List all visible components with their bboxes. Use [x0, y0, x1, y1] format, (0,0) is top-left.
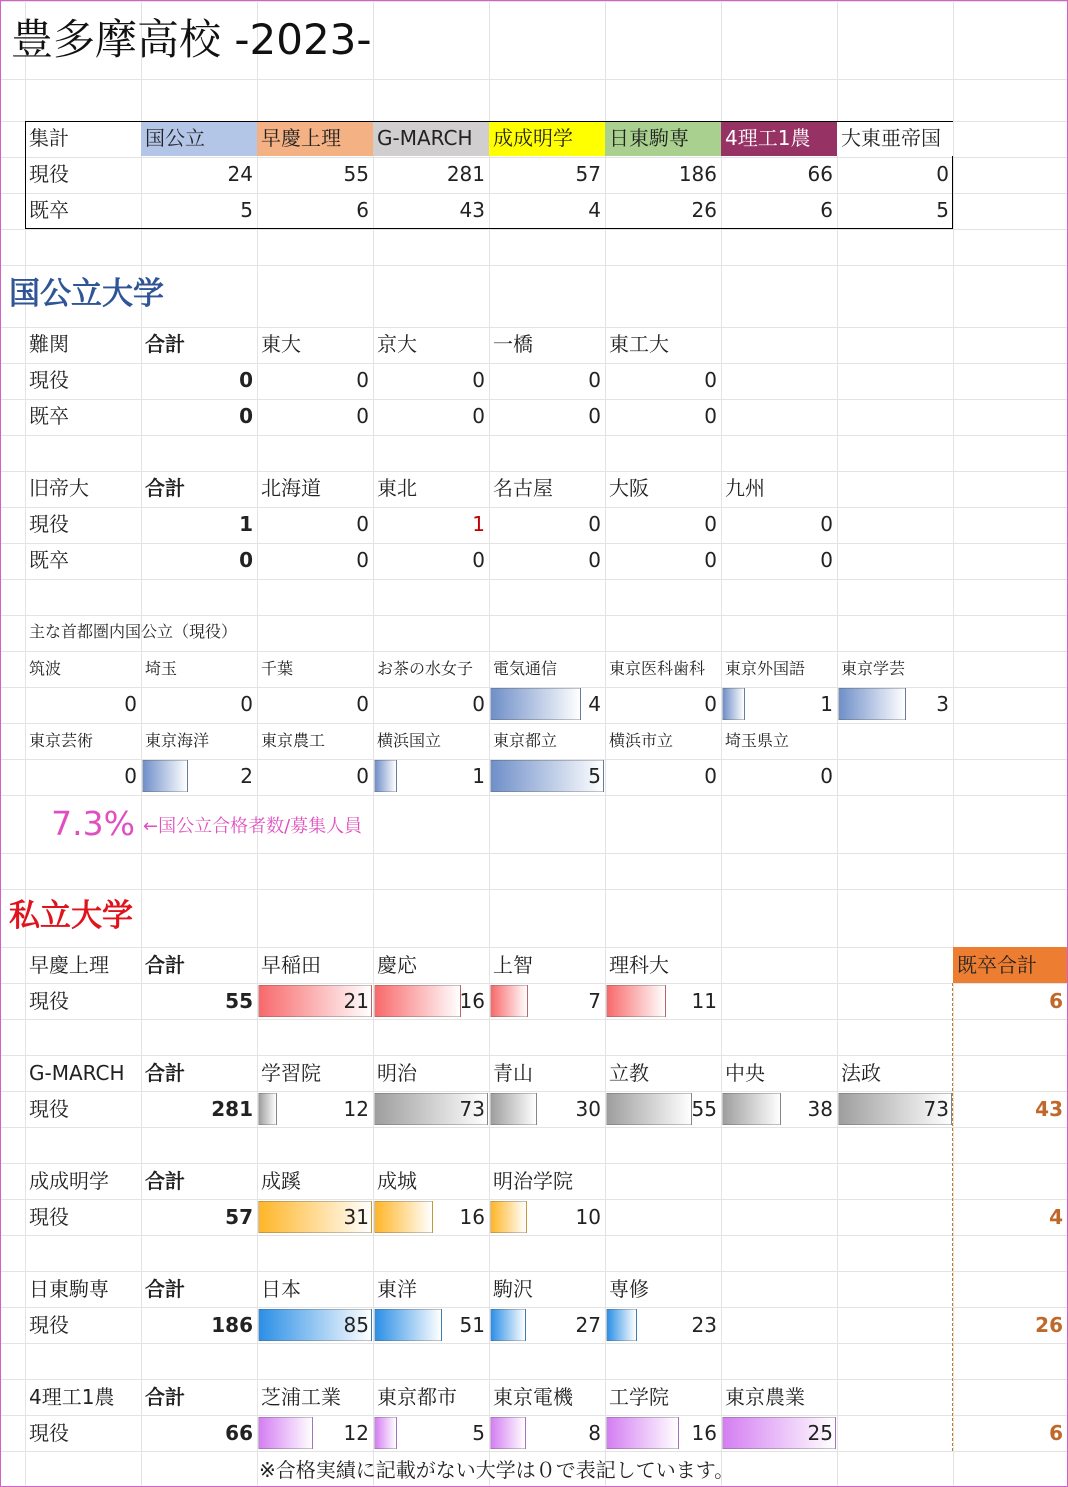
imperial-row-label: 既卒 — [29, 548, 69, 572]
metro-university: 東京医科歯科 — [609, 659, 706, 678]
summary-cell: 26 — [691, 198, 717, 222]
difficult-university: 京大 — [377, 332, 417, 356]
private-value: 55 — [691, 1097, 717, 1121]
private-value: 12 — [343, 1097, 369, 1121]
difficult-total-label: 合計 — [145, 332, 185, 356]
difficult-label: 難関 — [29, 332, 69, 356]
private-total-label: 合計 — [145, 1061, 185, 1085]
difficult-university: 東工大 — [609, 332, 669, 356]
summary-cell: 0 — [936, 162, 949, 186]
summary-cell: 5 — [240, 198, 253, 222]
metro-value: 0 — [240, 692, 253, 716]
metro-value: 0 — [356, 764, 369, 788]
imperial-university: 大阪 — [609, 476, 649, 500]
private-row-label: 現役 — [29, 1313, 69, 1337]
metro-value: 0 — [472, 692, 485, 716]
summary-cell: 4 — [588, 198, 601, 222]
imperial-cell: 1 — [472, 512, 485, 536]
private-value: 16 — [691, 1421, 717, 1445]
imperial-row-total: 1 — [239, 512, 253, 536]
private-university: 上智 — [493, 953, 533, 977]
private-value: 12 — [343, 1421, 369, 1445]
metro-university: 横浜市立 — [609, 731, 674, 750]
private-university: 中央 — [725, 1061, 765, 1085]
private-group-label: 成成明学 — [29, 1169, 109, 1193]
national-ratio-value: 7.3% — [51, 804, 135, 843]
footnote: ※合格実績に記載がない大学は０で表記しています。 — [259, 1458, 735, 1482]
private-university: 立教 — [609, 1061, 649, 1085]
difficult-university: 一橋 — [493, 332, 533, 356]
private-value: 30 — [575, 1097, 601, 1121]
metro-university: 埼玉県立 — [725, 731, 790, 750]
private-university: 東京電機 — [493, 1385, 573, 1409]
private-total-label: 合計 — [145, 1277, 185, 1301]
private-value: 21 — [343, 989, 369, 1013]
private-row-label: 現役 — [29, 1205, 69, 1229]
metro-value: 3 — [936, 692, 949, 716]
private-university: 日本 — [261, 1277, 301, 1301]
private-total-label: 合計 — [145, 953, 185, 977]
private-value: 10 — [575, 1205, 601, 1229]
summary-cell: 43 — [459, 198, 485, 222]
private-value: 31 — [343, 1205, 369, 1229]
private-row-total: 281 — [211, 1097, 253, 1121]
metro-value: 0 — [704, 764, 717, 788]
difficult-cell: 0 — [588, 404, 601, 428]
metro-university: 東京農工 — [261, 731, 326, 750]
graduate-total-value: 6 — [1049, 1421, 1063, 1445]
private-value: 51 — [459, 1313, 485, 1337]
metro-university: お茶の水女子 — [377, 659, 474, 678]
difficult-row-total: 0 — [239, 368, 253, 392]
summary-cell: 55 — [343, 162, 369, 186]
metro-value: 0 — [820, 764, 833, 788]
summary-header-1: 早慶上理 — [261, 126, 341, 150]
difficult-cell: 0 — [588, 368, 601, 392]
private-row-total: 186 — [211, 1313, 253, 1337]
private-university: 成蹊 — [261, 1169, 301, 1193]
private-university: 東京都市 — [377, 1385, 457, 1409]
summary-header-4: 日東駒専 — [609, 126, 689, 150]
imperial-university: 北海道 — [261, 476, 321, 500]
difficult-cell: 0 — [356, 404, 369, 428]
difficult-row-label: 現役 — [29, 368, 69, 392]
difficult-cell: 0 — [472, 368, 485, 392]
private-group-label: 4理工1農 — [29, 1385, 115, 1409]
metro-value: 0 — [124, 692, 137, 716]
private-university: 工学院 — [609, 1385, 669, 1409]
summary-cell: 6 — [356, 198, 369, 222]
private-university: 学習院 — [261, 1061, 321, 1085]
private-value: 16 — [459, 989, 485, 1013]
private-value: 73 — [459, 1097, 485, 1121]
graduate-total-value: 6 — [1049, 989, 1063, 1013]
metro-university: 東京都立 — [493, 731, 558, 750]
imperial-cell: 0 — [356, 512, 369, 536]
metro-university: 千葉 — [261, 659, 294, 678]
summary-cell: 281 — [446, 162, 485, 186]
national-heading: 国公立大学 — [9, 276, 164, 312]
private-row-label: 現役 — [29, 1421, 69, 1445]
metro-university: 東京外国語 — [725, 659, 806, 678]
metro-university: 埼玉 — [145, 659, 178, 678]
metro-university: 筑波 — [29, 659, 62, 678]
private-row-label: 現役 — [29, 1097, 69, 1121]
summary-header-0: 国公立 — [145, 126, 205, 150]
imperial-university: 九州 — [725, 476, 765, 500]
metro-value: 1 — [472, 764, 485, 788]
metro-value: 0 — [124, 764, 137, 788]
private-value: 73 — [923, 1097, 949, 1121]
metro-university: 横浜国立 — [377, 731, 442, 750]
metro-university: 東京海洋 — [145, 731, 210, 750]
page-title: 豊多摩高校 -2023- — [11, 15, 372, 64]
private-row-total: 66 — [225, 1421, 253, 1445]
imperial-university: 東北 — [377, 476, 417, 500]
summary-header-2: G-MARCH — [377, 126, 473, 150]
summary-cell: 186 — [678, 162, 717, 186]
private-row-label: 現役 — [29, 989, 69, 1013]
difficult-cell: 0 — [356, 368, 369, 392]
private-university: 明治 — [377, 1061, 417, 1085]
summary-cell: 66 — [807, 162, 833, 186]
private-total-label: 合計 — [145, 1169, 185, 1193]
private-university: 成城 — [377, 1169, 417, 1193]
summary-header-3: 成成明学 — [493, 126, 573, 150]
difficult-cell: 0 — [704, 404, 717, 428]
metro-value: 4 — [588, 692, 601, 716]
graduate-total-value: 43 — [1035, 1097, 1063, 1121]
imperial-cell: 0 — [820, 548, 833, 572]
imperial-cell: 0 — [704, 548, 717, 572]
private-value: 5 — [472, 1421, 485, 1445]
private-university: 駒沢 — [493, 1277, 533, 1301]
metro-value: 2 — [240, 764, 253, 788]
difficult-row-label: 既卒 — [29, 404, 69, 428]
metro-value: 1 — [820, 692, 833, 716]
private-value: 38 — [807, 1097, 833, 1121]
graduate-total-value: 26 — [1035, 1313, 1063, 1337]
private-value: 27 — [575, 1313, 601, 1337]
metro-value: 0 — [704, 692, 717, 716]
private-university: 東京農業 — [725, 1385, 805, 1409]
imperial-row-total: 0 — [239, 548, 253, 572]
summary-cell: 57 — [575, 162, 601, 186]
imperial-university: 名古屋 — [493, 476, 553, 500]
summary-header-6: 大東亜帝国 — [841, 126, 941, 150]
metro-value: 0 — [356, 692, 369, 716]
imperial-cell: 0 — [704, 512, 717, 536]
private-group-label: G-MARCH — [29, 1061, 125, 1085]
difficult-row-total: 0 — [239, 404, 253, 428]
imperial-cell: 0 — [588, 548, 601, 572]
imperial-cell: 0 — [472, 548, 485, 572]
metro-label: 主な首都圏内国公立（現役） — [29, 622, 238, 641]
private-heading: 私立大学 — [9, 898, 133, 934]
difficult-cell: 0 — [472, 404, 485, 428]
summary-cell: 24 — [227, 162, 253, 186]
private-university: 青山 — [493, 1061, 533, 1085]
summary-row-label: 現役 — [29, 162, 69, 186]
private-value: 23 — [691, 1313, 717, 1337]
imperial-cell: 0 — [588, 512, 601, 536]
private-university: 明治学院 — [493, 1169, 573, 1193]
imperial-label: 旧帝大 — [29, 476, 89, 500]
private-value: 8 — [588, 1421, 601, 1445]
difficult-university: 東大 — [261, 332, 301, 356]
private-group-label: 早慶上理 — [29, 953, 109, 977]
metro-university: 電気通信 — [493, 659, 558, 678]
imperial-cell: 0 — [820, 512, 833, 536]
imperial-row-label: 現役 — [29, 512, 69, 536]
private-value: 7 — [588, 989, 601, 1013]
private-university: 法政 — [841, 1061, 881, 1085]
metro-university: 東京学芸 — [841, 659, 906, 678]
graduate-total-header: 既卒合計 — [957, 953, 1037, 977]
difficult-cell: 0 — [704, 368, 717, 392]
private-university: 理科大 — [609, 953, 669, 977]
metro-university: 東京芸術 — [29, 731, 94, 750]
summary-row-label: 既卒 — [29, 198, 69, 222]
private-university: 慶応 — [377, 953, 417, 977]
private-university: 早稲田 — [261, 953, 321, 977]
private-value: 25 — [807, 1421, 833, 1445]
private-value: 16 — [459, 1205, 485, 1229]
imperial-cell: 0 — [356, 548, 369, 572]
private-row-total: 57 — [225, 1205, 253, 1229]
private-total-label: 合計 — [145, 1385, 185, 1409]
private-university: 芝浦工業 — [261, 1385, 341, 1409]
summary-cell: 6 — [820, 198, 833, 222]
private-university: 専修 — [609, 1277, 649, 1301]
imperial-total-label: 合計 — [145, 476, 185, 500]
private-group-label: 日東駒専 — [29, 1277, 109, 1301]
private-row-total: 55 — [225, 989, 253, 1013]
metro-value: 5 — [588, 764, 601, 788]
private-value: 85 — [343, 1313, 369, 1337]
graduate-total-value: 4 — [1049, 1205, 1063, 1229]
private-value: 11 — [691, 989, 717, 1013]
summary-header-5: 4理工1農 — [725, 126, 811, 150]
summary-corner-label: 集計 — [29, 126, 69, 150]
national-ratio-note: ←国公立合格者数/募集人員 — [143, 816, 363, 837]
summary-cell: 5 — [936, 198, 949, 222]
private-university: 東洋 — [377, 1277, 417, 1301]
